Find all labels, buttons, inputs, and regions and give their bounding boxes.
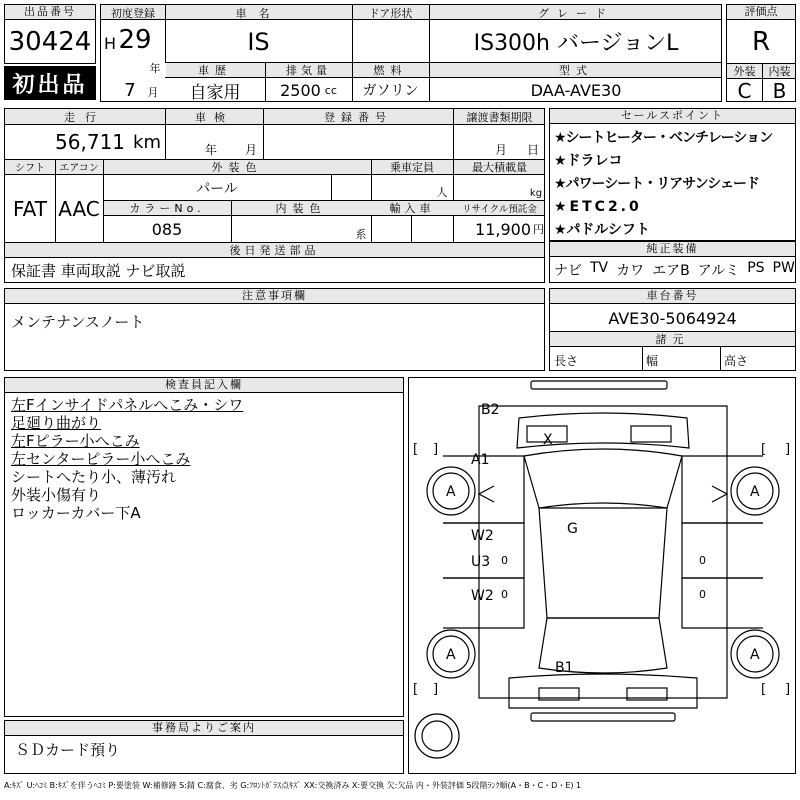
interior-color-unit: 系 <box>355 228 367 241</box>
sales-point-item: ★シートヒーター・ベンチレーション <box>554 130 773 146</box>
equipment-item: TV <box>590 260 609 276</box>
mark-zero: 0 <box>501 554 508 567</box>
sales-point-item: ★パワーシート・リアサンシェード <box>554 176 759 192</box>
width-label: 幅 <box>646 354 659 368</box>
grade: IS300h バージョンL <box>473 31 679 56</box>
bracket: [ <box>413 442 419 457</box>
fuel-label: 燃料 <box>373 63 408 77</box>
ac: AAC <box>58 196 100 221</box>
notes-text: メンテナンスノート <box>11 313 145 331</box>
mark-x: X <box>543 432 553 448</box>
exterior-label: 外装 <box>733 64 756 78</box>
lot-number: 30424 <box>8 27 92 57</box>
bracket: ] <box>433 682 439 697</box>
import-label: 輸入車 <box>389 201 435 215</box>
mark-w2-front: W2 <box>471 528 494 544</box>
rear-parts-label: 後日発送部品 <box>229 243 320 257</box>
inspector-box <box>4 377 404 717</box>
mileage <box>5 127 165 157</box>
sales-points <box>549 108 796 241</box>
grade-label: グレード <box>538 6 614 20</box>
history: 自家用 <box>189 82 241 103</box>
rear-parts: 保証書 車両取説 ナビ取説 <box>11 262 186 280</box>
color-no: 085 <box>151 219 183 239</box>
color-no-label: カラーNo. <box>129 201 205 215</box>
first-listing-badge: 初出品 <box>4 66 96 100</box>
model-label: 型式 <box>559 63 593 77</box>
main-header-table <box>100 4 722 102</box>
reg-year-unit: 年 <box>149 62 161 75</box>
fuel: ガソリン <box>362 83 419 99</box>
history-label: 車歴 <box>198 63 232 77</box>
mileage-label: 走行 <box>64 110 106 124</box>
score: R <box>751 27 771 57</box>
car-outline <box>409 378 797 775</box>
insp-month-unit: 月 <box>244 142 257 157</box>
capacity-label: 乗車定員 <box>390 160 434 174</box>
equipment-box <box>549 241 796 283</box>
capacity-unit: 人 <box>436 186 448 199</box>
car-diagram <box>408 377 796 774</box>
inspector-line: 左Fインサイドパネルへこみ・シワ <box>11 396 244 414</box>
ac-label: エアコン <box>59 163 99 174</box>
displacement-value: 2500 <box>280 80 321 100</box>
inspection-label: 車検 <box>195 110 233 124</box>
inspector-line: 左センターピラー小へこみ <box>11 450 191 468</box>
inspector-line: 左Fピラー小へこみ <box>11 432 140 450</box>
chassis-box <box>549 288 796 371</box>
shift: FAT <box>12 196 47 221</box>
height-label: 高さ <box>724 354 749 368</box>
reg-month: 7 <box>124 79 136 101</box>
inspector-label: 検査員記入欄 <box>5 378 403 393</box>
score-box <box>726 4 796 102</box>
tire-mark-fr: A <box>750 484 760 500</box>
displacement-unit: cc <box>324 83 337 97</box>
recycle-unit: 円 <box>533 223 544 236</box>
mark-b1: B1 <box>555 660 574 676</box>
mileage-value: 56,711 <box>55 130 126 154</box>
transfer-month-unit: 月 <box>494 142 507 157</box>
exterior-color: パール <box>196 180 238 197</box>
chassis-label: 車台番号 <box>550 289 795 304</box>
equipment-label: 純正装備 <box>550 242 795 257</box>
transfer-day-unit: 日 <box>526 142 539 157</box>
details-table <box>4 108 545 283</box>
regno-label: 登録番号 <box>324 110 392 124</box>
regno <box>263 125 453 159</box>
score-label: 評価点 <box>727 5 795 20</box>
sales-point-item: ★パドルシフト <box>554 222 650 238</box>
equipment-item: PW <box>772 260 795 276</box>
equipment-item: ナビ <box>554 263 582 279</box>
shift-label: シフト <box>15 163 45 174</box>
sales-points-label: セールスポイント <box>550 109 795 124</box>
legend: A:ｷｽﾞ U:ﾍｺﾐ B:ｷｽﾞを伴うﾍｺﾐ P:要塗装 W:補修跡 S:錆 C:腐食、劣 G:ﾌﾛﾝﾄｶﾞﾗｽ点ｷｽﾞ XX:交換済み X:要交換 欠:欠品 内・外装評価 5段階ﾗﾝｸ順(A・B・C・D・E) 1 <box>4 781 582 790</box>
office-label: 事務局よりご案内 <box>5 721 403 736</box>
bracket: ] <box>785 442 791 457</box>
recycle-value: 11,900 <box>475 219 531 239</box>
mark-zero: 0 <box>699 554 706 567</box>
reg-era: H <box>103 33 117 53</box>
equipment-item: エアB <box>652 263 690 279</box>
interior-grade: B <box>772 79 787 103</box>
lot-label: 出品番号 <box>5 5 95 20</box>
model: DAA-AVE30 <box>530 80 622 100</box>
notes-box <box>4 288 545 371</box>
sales-point-item: ★ETC2.0 <box>554 199 642 215</box>
tire-mark-rl: A <box>446 647 456 663</box>
inspector-line: ロッカーカバー下A <box>11 504 141 522</box>
equipment-item: アルミ <box>697 263 740 279</box>
car-name-label: 車名 <box>235 6 282 20</box>
reg-year: 29 <box>118 25 152 55</box>
mileage-unit: km <box>133 131 161 153</box>
interior-color-label: 内装色 <box>275 201 327 215</box>
length-label: 長さ <box>554 354 579 368</box>
bracket: [ <box>761 442 767 457</box>
door-label: ドア形状 <box>368 6 413 20</box>
recycle <box>453 216 546 242</box>
equipment-item: カワ <box>616 263 645 279</box>
inspector-line: シートへたり小、薄汚れ <box>11 468 177 486</box>
tire-mark-rr: A <box>750 647 760 663</box>
insp-year-unit: 年 <box>204 142 217 157</box>
reg-label: 初度登録 <box>111 6 155 20</box>
mark-zero: 0 <box>501 588 508 601</box>
reg-month-unit: 月 <box>147 86 159 99</box>
recycle-label: リサイクル預託金 <box>462 203 537 215</box>
mark-g: G <box>567 521 578 537</box>
office-text: ＳＤカード預り <box>15 741 121 759</box>
lot-box <box>4 4 96 64</box>
load-label: 最大積載量 <box>472 160 527 174</box>
inspector-line: 足廻り曲がり <box>11 414 102 432</box>
bracket: ] <box>785 682 791 697</box>
mark-w2-rear: W2 <box>471 588 494 604</box>
office-box <box>4 720 404 774</box>
load-unit: kg <box>529 187 543 199</box>
exterior-grade: C <box>737 79 752 103</box>
transfer-label: 譲渡書類期限 <box>466 110 533 124</box>
mark-zero: 0 <box>699 588 706 601</box>
interior-label: 内装 <box>768 64 791 78</box>
car-name: IS <box>247 27 270 56</box>
bracket: [ <box>413 682 419 697</box>
notes-label: 注意事項欄 <box>5 289 544 304</box>
tire-mark-fl: A <box>446 484 456 500</box>
mark-b2: B2 <box>481 402 500 418</box>
displacement-label: 排気量 <box>286 63 331 77</box>
mark-a1: A1 <box>471 452 490 468</box>
inspector-line: 外装小傷有り <box>11 486 102 504</box>
sales-point-item: ★ドラレコ <box>554 153 623 169</box>
displacement <box>265 78 352 102</box>
bracket: ] <box>433 442 439 457</box>
exterior-color-label: 外装色 <box>211 160 263 174</box>
bracket: [ <box>761 682 767 697</box>
dims-label: 諸元 <box>655 332 690 346</box>
chassis-number: AVE30-5064924 <box>608 308 737 328</box>
equipment-item: PS <box>747 260 765 276</box>
door-value <box>352 21 429 62</box>
mark-u3: U3 <box>471 554 491 570</box>
